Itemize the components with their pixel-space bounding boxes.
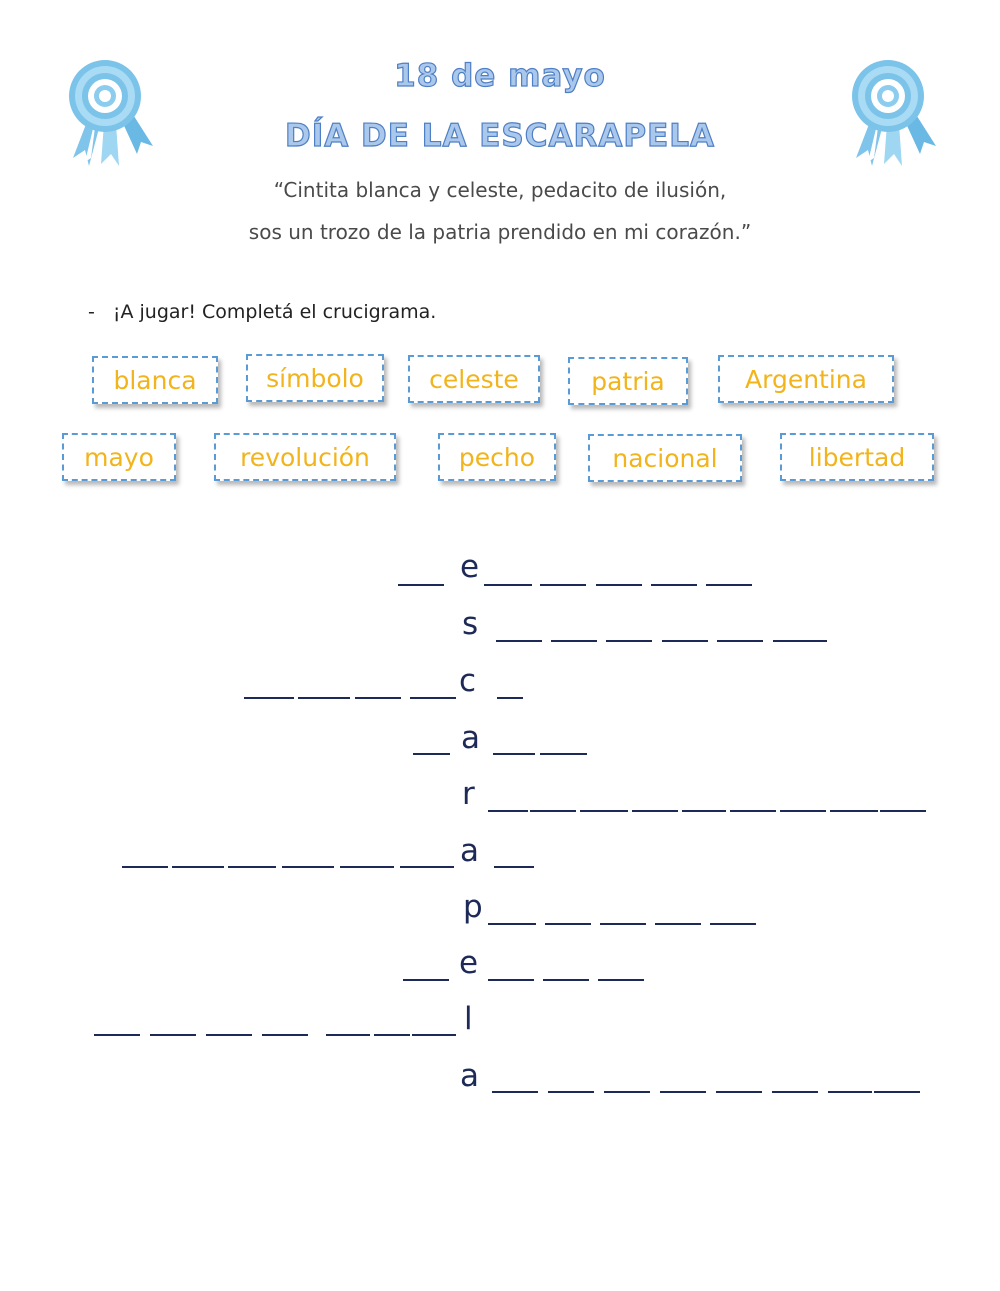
blank[interactable]: [497, 697, 523, 699]
blank[interactable]: [880, 810, 926, 812]
crossword-letter: a: [461, 720, 480, 756]
blank[interactable]: [492, 1091, 538, 1093]
blank[interactable]: [580, 810, 628, 812]
crossword-row-5: [0, 776, 1000, 819]
blank[interactable]: [374, 1034, 410, 1036]
crossword-letter: e: [460, 549, 480, 585]
blank[interactable]: [298, 697, 350, 699]
blank[interactable]: [244, 697, 294, 699]
blank[interactable]: [488, 810, 528, 812]
crossword-letter: c: [459, 663, 477, 699]
blank[interactable]: [773, 640, 827, 642]
blank[interactable]: [772, 1091, 818, 1093]
word-card-patria[interactable]: patria: [568, 357, 688, 405]
blank[interactable]: [606, 640, 652, 642]
crossword-row-8: [0, 945, 1000, 988]
crossword-letter: a: [460, 1058, 479, 1094]
crossword-letter: e: [459, 945, 479, 981]
crossword-letter: p: [463, 889, 483, 925]
instruction: [88, 301, 436, 323]
blank[interactable]: [660, 1091, 706, 1093]
word-card-pecho[interactable]: pecho: [438, 433, 556, 481]
blank[interactable]: [398, 584, 444, 586]
crossword-row-1: [0, 549, 1000, 592]
word-card-argentina[interactable]: Argentina: [718, 355, 894, 403]
blank[interactable]: [651, 584, 697, 586]
blank[interactable]: [730, 810, 776, 812]
blank[interactable]: [412, 1034, 456, 1036]
blank[interactable]: [716, 1091, 762, 1093]
blank[interactable]: [94, 1034, 140, 1036]
blank[interactable]: [493, 753, 535, 755]
blank[interactable]: [706, 584, 752, 586]
crossword-letter: r: [462, 776, 475, 812]
word-card-celeste[interactable]: celeste: [408, 355, 540, 403]
blank[interactable]: [545, 923, 591, 925]
crossword-row-10: [0, 1058, 1000, 1101]
blank[interactable]: [282, 866, 334, 868]
blank[interactable]: [494, 866, 534, 868]
crossword-row-6: [0, 833, 1000, 876]
blank[interactable]: [410, 697, 456, 699]
blank[interactable]: [828, 1091, 872, 1093]
word-card-nacional[interactable]: nacional: [588, 434, 742, 482]
page-title: DÍA DE LA ESCARAPELA: [284, 118, 716, 154]
blank[interactable]: [400, 866, 454, 868]
blank[interactable]: [355, 697, 401, 699]
blank[interactable]: [484, 584, 532, 586]
crossword-row-2: [0, 606, 1000, 649]
crossword-row-9: [0, 1001, 1000, 1044]
blank[interactable]: [548, 1091, 594, 1093]
blank[interactable]: [488, 923, 536, 925]
word-card-revolucion[interactable]: revolución: [214, 433, 396, 481]
word-card-libertad[interactable]: libertad: [780, 433, 934, 481]
blank[interactable]: [540, 584, 586, 586]
blank[interactable]: [150, 1034, 196, 1036]
blank[interactable]: [488, 979, 534, 981]
word-card-simbolo[interactable]: símbolo: [246, 354, 384, 402]
blank[interactable]: [413, 753, 450, 755]
blank[interactable]: [780, 810, 826, 812]
blank[interactable]: [228, 866, 276, 868]
blank[interactable]: [530, 810, 576, 812]
blank[interactable]: [551, 640, 597, 642]
blank[interactable]: [717, 640, 763, 642]
instruction-text: ¡A jugar! Completá el crucigrama.: [112, 301, 437, 323]
blank[interactable]: [598, 979, 644, 981]
crossword-letter: l: [464, 1001, 473, 1037]
quote-line-2: sos un trozo de la patria prendido en mi corazón.”: [248, 220, 752, 244]
blank[interactable]: [604, 1091, 650, 1093]
crossword-row-7: [0, 889, 1000, 932]
crossword-letter: a: [460, 833, 479, 869]
blank[interactable]: [172, 866, 224, 868]
blank[interactable]: [326, 1034, 370, 1036]
crossword-row-4: [0, 720, 1000, 763]
blank[interactable]: [496, 640, 542, 642]
blank[interactable]: [543, 979, 589, 981]
blank[interactable]: [710, 923, 756, 925]
word-card-blanca[interactable]: blanca: [92, 356, 218, 404]
blank[interactable]: [340, 866, 394, 868]
blank[interactable]: [262, 1034, 308, 1036]
blank[interactable]: [632, 810, 678, 812]
blank[interactable]: [682, 810, 726, 812]
blank[interactable]: [540, 753, 587, 755]
blank[interactable]: [830, 810, 878, 812]
crossword-letter: s: [462, 606, 479, 642]
blank[interactable]: [206, 1034, 252, 1036]
blank[interactable]: [122, 866, 168, 868]
blank[interactable]: [655, 923, 701, 925]
blank[interactable]: [662, 640, 708, 642]
instruction-dash: -: [88, 301, 95, 323]
page-date: 18 de mayo: [394, 58, 606, 94]
word-card-mayo[interactable]: mayo: [62, 433, 176, 481]
blank[interactable]: [403, 979, 449, 981]
crossword-row-3: [0, 663, 1000, 706]
blank[interactable]: [600, 923, 646, 925]
blank[interactable]: [874, 1091, 920, 1093]
blank[interactable]: [596, 584, 642, 586]
quote-line-1: “Cintita blanca y celeste, pedacito de ilusión,: [273, 178, 727, 202]
